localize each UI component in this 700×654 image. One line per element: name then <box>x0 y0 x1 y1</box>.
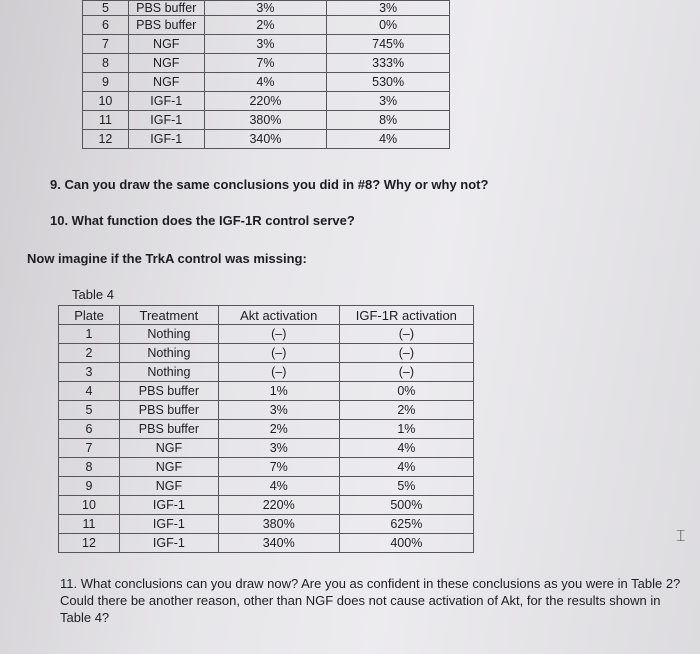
table4-row <box>59 363 474 382</box>
table4-header-treatment: Treatment <box>120 306 219 325</box>
top-table-cell: 3% <box>327 92 450 111</box>
table4-cell: 340% <box>218 534 339 553</box>
top-table-cell: 7 <box>83 35 129 54</box>
top-table-cell: 7% <box>204 54 327 73</box>
table4-cell: 4% <box>339 458 473 477</box>
table4-cell: 400% <box>339 534 473 553</box>
table4-cell: 1 <box>59 325 120 344</box>
table4-header-akt: Akt activation <box>218 306 339 325</box>
table4-row <box>59 401 474 420</box>
top-table-cell: 3% <box>327 1 450 16</box>
table4-cell: 220% <box>218 496 339 515</box>
table4-cell: 4% <box>218 477 339 496</box>
table4-row <box>59 515 474 534</box>
table4-cell: Nothing <box>120 363 219 382</box>
top-table-cell: IGF-1 <box>128 111 204 130</box>
table4-cell: 500% <box>339 496 473 515</box>
top-table-cell: 4% <box>327 130 450 149</box>
table4-cell: 8 <box>59 458 120 477</box>
top-table-row <box>83 1 450 16</box>
table4-row <box>59 477 474 496</box>
top-table-cell: 0% <box>327 16 450 35</box>
table4-row <box>59 382 474 401</box>
table4-cell: 7 <box>59 439 120 458</box>
table4-cell: (–) <box>339 344 473 363</box>
top-table-cell: IGF-1 <box>128 92 204 111</box>
top-table-cell: IGF-1 <box>128 130 204 149</box>
table4-row <box>59 496 474 515</box>
table4-cell: PBS buffer <box>120 420 219 439</box>
table4 <box>58 305 474 553</box>
table4-row <box>59 439 474 458</box>
top-table-cell: 333% <box>327 54 450 73</box>
table4-cell: 2 <box>59 344 120 363</box>
table4-cell: IGF-1 <box>120 496 219 515</box>
top-table-cell: 340% <box>204 130 327 149</box>
table4-cell: Nothing <box>120 325 219 344</box>
top-table-row <box>83 111 450 130</box>
top-table-row <box>83 92 450 111</box>
top-table-cell: 4% <box>204 73 327 92</box>
table4-cell: NGF <box>120 477 219 496</box>
top-table-row <box>83 73 450 92</box>
top-table-row <box>83 16 450 35</box>
table4-header-plate: Plate <box>59 306 120 325</box>
table4-cell: (–) <box>339 363 473 382</box>
table4-header-row <box>59 306 474 325</box>
table4-cell: 5% <box>339 477 473 496</box>
table4-cell: (–) <box>218 325 339 344</box>
table4-cell: NGF <box>120 439 219 458</box>
table4-cell: 12 <box>59 534 120 553</box>
top-table-cell: 6 <box>83 16 129 35</box>
table4-cell: 625% <box>339 515 473 534</box>
top-table-row <box>83 130 450 149</box>
top-table-row <box>83 35 450 54</box>
top-table-cell: 11 <box>83 111 129 130</box>
top-table-cell: 745% <box>327 35 450 54</box>
question-9: 9. Can you draw the same conclusions you did in #8? Why or why not? <box>50 177 489 192</box>
table4-cell: 3% <box>218 401 339 420</box>
top-table-cell: 220% <box>204 92 327 111</box>
table4-cell: 11 <box>59 515 120 534</box>
top-table-cell: 9 <box>83 73 129 92</box>
top-table-cell: 8 <box>83 54 129 73</box>
table4-row <box>59 420 474 439</box>
table4-row <box>59 344 474 363</box>
table4-cell: 6 <box>59 420 120 439</box>
table4-cell: (–) <box>218 363 339 382</box>
table4-body <box>59 325 474 553</box>
table4-cell: 0% <box>339 382 473 401</box>
table4-row <box>59 534 474 553</box>
table4-header-igf1r: IGF-1R activation <box>339 306 473 325</box>
table4-cell: 5 <box>59 401 120 420</box>
table4-cell: 2% <box>218 420 339 439</box>
table4-cell: 1% <box>339 420 473 439</box>
table4-cell: Nothing <box>120 344 219 363</box>
table4-title: Table 4 <box>72 287 114 302</box>
top-table-cell: 5 <box>83 1 129 16</box>
top-table-cell: 2% <box>204 16 327 35</box>
table4-row <box>59 458 474 477</box>
table4-row <box>59 325 474 344</box>
table4-cell: 2% <box>339 401 473 420</box>
top-table-cell: 12 <box>83 130 129 149</box>
table4-cell: 1% <box>218 382 339 401</box>
question-10: 10. What function does the IGF-1R control serve? <box>50 213 355 228</box>
table4-cell: 10 <box>59 496 120 515</box>
top-table-cell: 530% <box>327 73 450 92</box>
intro-text: Now imagine if the TrkA control was missing: <box>27 251 307 266</box>
table4-cell: PBS buffer <box>120 382 219 401</box>
top-table-cell: 380% <box>204 111 327 130</box>
top-table-cell: 10 <box>83 92 129 111</box>
table4-cell: 7% <box>218 458 339 477</box>
top-table-cell: NGF <box>128 35 204 54</box>
table4-cell: (–) <box>339 325 473 344</box>
table4-cell: PBS buffer <box>120 401 219 420</box>
table4-cell: IGF-1 <box>120 515 219 534</box>
top-table-cell: 3% <box>204 1 327 16</box>
question-11: 11. What conclusions can you draw now? Are you as confident in these conclusions as you were in Table 2? Could there be another reason, other than NGF does not cause activation of Akt, for the results shown in Table 4? <box>60 576 681 625</box>
results-table-top <box>82 0 450 149</box>
table4-cell: 4 <box>59 382 120 401</box>
table4-cell: 380% <box>218 515 339 534</box>
table4-cell: IGF-1 <box>120 534 219 553</box>
text-cursor-icon: ⌶ <box>676 526 686 545</box>
table4-cell: (–) <box>218 344 339 363</box>
top-table-row <box>83 54 450 73</box>
top-table-cell: PBS buffer <box>128 16 204 35</box>
table4-cell: 4% <box>339 439 473 458</box>
top-table-cell: 3% <box>204 35 327 54</box>
table4-cell: 3% <box>218 439 339 458</box>
table4-cell: NGF <box>120 458 219 477</box>
top-table-cell: NGF <box>128 54 204 73</box>
top-table-cell: NGF <box>128 73 204 92</box>
results-table-top-body <box>83 1 450 149</box>
table4-cell: 9 <box>59 477 120 496</box>
top-table-cell: PBS buffer <box>128 1 204 16</box>
table4-cell: 3 <box>59 363 120 382</box>
top-table-cell: 8% <box>327 111 450 130</box>
